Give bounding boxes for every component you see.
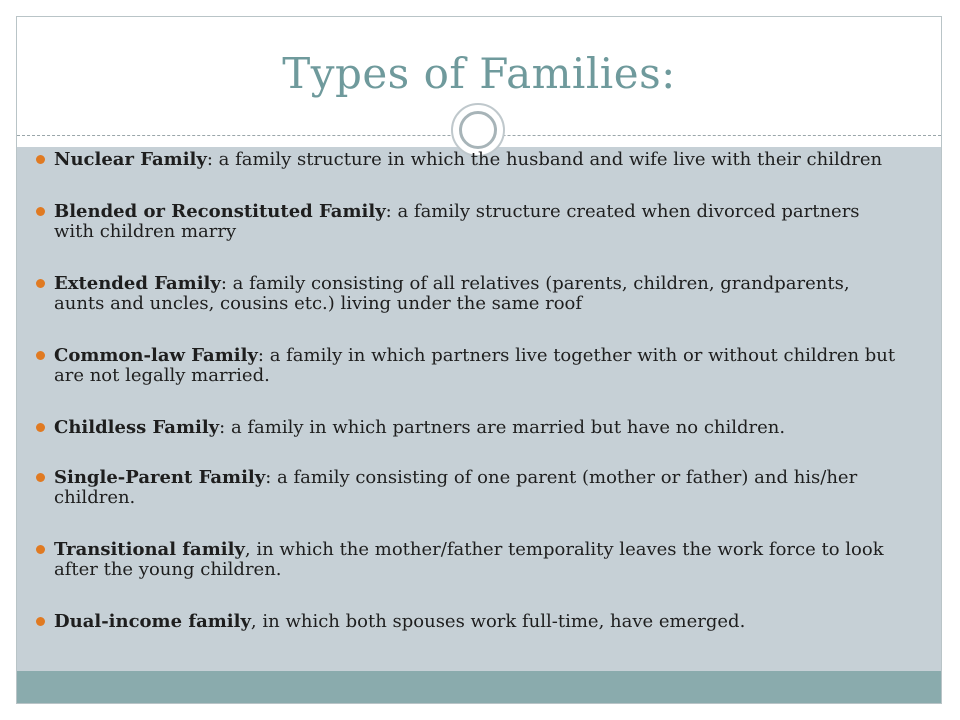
bullet-term: Transitional family [54, 539, 245, 560]
list-item [36, 202, 902, 242]
list-item [36, 346, 902, 386]
bullet-separator: : [206, 149, 213, 170]
list-item [36, 612, 902, 632]
bullet-dot-icon [36, 351, 45, 360]
list-item [36, 418, 902, 438]
circle-ornament-inner [459, 111, 497, 149]
bullet-term: Single-Parent Family [54, 467, 266, 488]
list-item [36, 150, 902, 170]
slide-title: Types of Families: [282, 49, 676, 98]
bullet-dot-icon [36, 473, 45, 482]
bullet-term: Dual-income family [54, 611, 251, 632]
bullet-separator: , [244, 539, 251, 560]
list-item [36, 468, 902, 508]
bullet-dot-icon [36, 207, 45, 216]
bullet-term: Blended or Reconstituted Family [54, 201, 386, 222]
bullet-separator: : [265, 467, 272, 488]
bullet-dot-icon [36, 545, 45, 554]
bullet-term: Nuclear Family [54, 149, 207, 170]
bullet-text: a family in which partners are married but have no children. [225, 417, 786, 438]
bullet-text: in which both spouses work full-time, have emerged. [256, 611, 746, 632]
bullet-term: Common-law Family [54, 345, 258, 366]
bullet-dot-icon [36, 155, 45, 164]
footer-band [17, 671, 941, 704]
bullet-term: Extended Family [54, 273, 221, 294]
bullet-text: a family structure in which the husband and wife live with their children [212, 149, 883, 170]
bullet-term: Childless Family [54, 417, 220, 438]
bullet-text: a family structure created when divorced partners with children marry [54, 201, 860, 242]
list-item [36, 540, 902, 580]
bullet-text: a family consisting of all relatives (parents, children, grandparents, aunts and uncles, cousins etc.) living under the same roof [54, 273, 850, 314]
bullet-dot-icon [36, 279, 45, 288]
bullet-separator: , [250, 611, 257, 632]
list-item [36, 274, 902, 314]
bullet-separator: : [257, 345, 264, 366]
bullet-text: in which the mother/father temporality leaves the work force to look after the young children. [54, 539, 884, 580]
bullet-text: a family in which partners live together with or without children but are not legally married. [54, 345, 896, 386]
bullet-separator: : [219, 417, 226, 438]
bullet-text: a family consisting of one parent (mother or father) and his/her children. [54, 467, 858, 508]
bullet-list [36, 150, 902, 632]
bullet-separator: : [385, 201, 392, 222]
bullet-dot-icon [36, 423, 45, 432]
bullet-dot-icon [36, 617, 45, 626]
bullet-separator: : [220, 273, 227, 294]
